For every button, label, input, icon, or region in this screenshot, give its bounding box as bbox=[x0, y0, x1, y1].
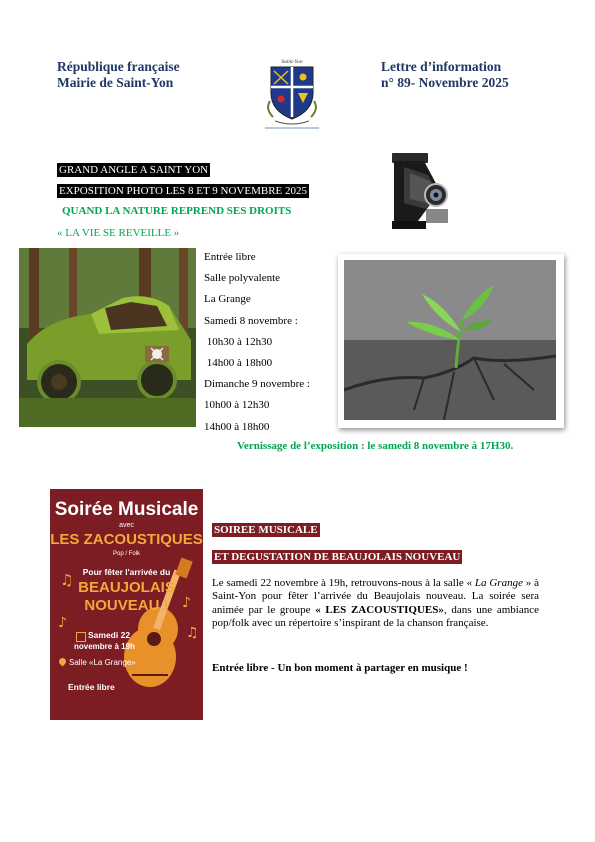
poster-place: Salle «La Grange» bbox=[69, 658, 136, 667]
town-crest-logo bbox=[265, 57, 319, 129]
info-line: 14h00 à 18h00 bbox=[204, 420, 270, 433]
info-line: 14h00 à 18h00 bbox=[204, 357, 273, 370]
section-heading-soiree: SOIREE MUSICALE bbox=[214, 524, 318, 536]
info-line: La Grange bbox=[204, 293, 251, 306]
poster-date1: Samedi 22 bbox=[88, 630, 131, 640]
poster-avec: avec bbox=[119, 522, 134, 529]
header-right bbox=[381, 59, 509, 91]
header-left bbox=[57, 59, 180, 91]
soiree-musicale-poster bbox=[50, 489, 203, 720]
music-note-icon: ♫ bbox=[60, 571, 74, 589]
soiree-closing-line: Entrée libre - Un bon moment à partager en musique ! bbox=[212, 662, 468, 674]
town-hall-name: Mairie de Saint-Yon bbox=[57, 75, 174, 90]
poster-entry: Entrée libre bbox=[68, 682, 115, 692]
vernissage-announcement: Vernissage de l’exposition : le samedi 8 novembre à 17H30. bbox=[237, 440, 514, 452]
country-name: République française bbox=[57, 59, 180, 74]
expo-title: QUAND LA NATURE REPREND SES DROITS bbox=[62, 205, 292, 217]
info-line: Salle polyvalente bbox=[204, 272, 281, 285]
para-text: , dans une ambiance pop/folk avec un répertoire s’inspirant de la chanson française. bbox=[212, 603, 539, 630]
info-line: 10h00 à 12h30 bbox=[204, 399, 270, 412]
poster-band: LES ZACOUSTIQUES bbox=[50, 531, 203, 548]
section-heading-degustation: ET DEGUSTATION DE BEAUJOLAIS NOUVEAU bbox=[214, 551, 461, 563]
sprout-photo-frame bbox=[338, 254, 564, 428]
vintage-camera-image bbox=[390, 151, 452, 235]
poster-line2: BEAUJOLAIS bbox=[78, 579, 175, 596]
crest-caption: Saint-Yon bbox=[281, 59, 303, 65]
poster-line3: NOUVEAU ! bbox=[84, 597, 169, 614]
info-line: Samedi 8 novembre : bbox=[204, 314, 298, 327]
expo-subtitle: « LA VIE SE REVEILLE » bbox=[57, 227, 180, 239]
venue-name: La Grange bbox=[474, 577, 523, 589]
music-note-icon: ♪ bbox=[58, 615, 67, 631]
newsletter-issue: n° 89- Novembre 2025 bbox=[381, 75, 509, 90]
expo-info-list bbox=[204, 247, 310, 438]
newsletter-title: Lettre d’information bbox=[381, 59, 502, 74]
music-note-icon: ♪ bbox=[182, 595, 191, 611]
poster-date2: novembre à 19h bbox=[74, 642, 135, 651]
poster-line1: Pour fêter l'arrivée du bbox=[82, 567, 171, 577]
poster-genre: Pop / Folk bbox=[112, 551, 140, 557]
soiree-description bbox=[212, 577, 539, 631]
para-text: » à Saint-Yon pour fêter l’arrivée du Beaujolais nouveau. La soirée sera animée par le groupe bbox=[212, 577, 539, 616]
info-line: 10h30 à 12h30 bbox=[204, 335, 273, 348]
sprout-in-asphalt-photo bbox=[344, 260, 556, 420]
music-note-icon: ♫ bbox=[186, 625, 199, 641]
poster-title: Soirée Musicale bbox=[54, 499, 199, 520]
mossy-truck-photo bbox=[19, 248, 196, 427]
info-line: Dimanche 9 novembre : bbox=[204, 378, 310, 391]
info-line: Entrée libre bbox=[204, 251, 256, 263]
calendar-icon bbox=[76, 632, 86, 642]
band-name: « LES ZACOUSTIQUES» bbox=[315, 603, 444, 616]
para-text: Le samedi 22 novembre à 19h, retrouvons-nous à la salle « bbox=[212, 577, 475, 589]
section-heading-exposition: EXPOSITION PHOTO LES 8 ET 9 NOVEMBRE 2025 bbox=[59, 185, 308, 197]
section-heading-grand-angle: GRAND ANGLE A SAINT YON bbox=[59, 164, 209, 176]
